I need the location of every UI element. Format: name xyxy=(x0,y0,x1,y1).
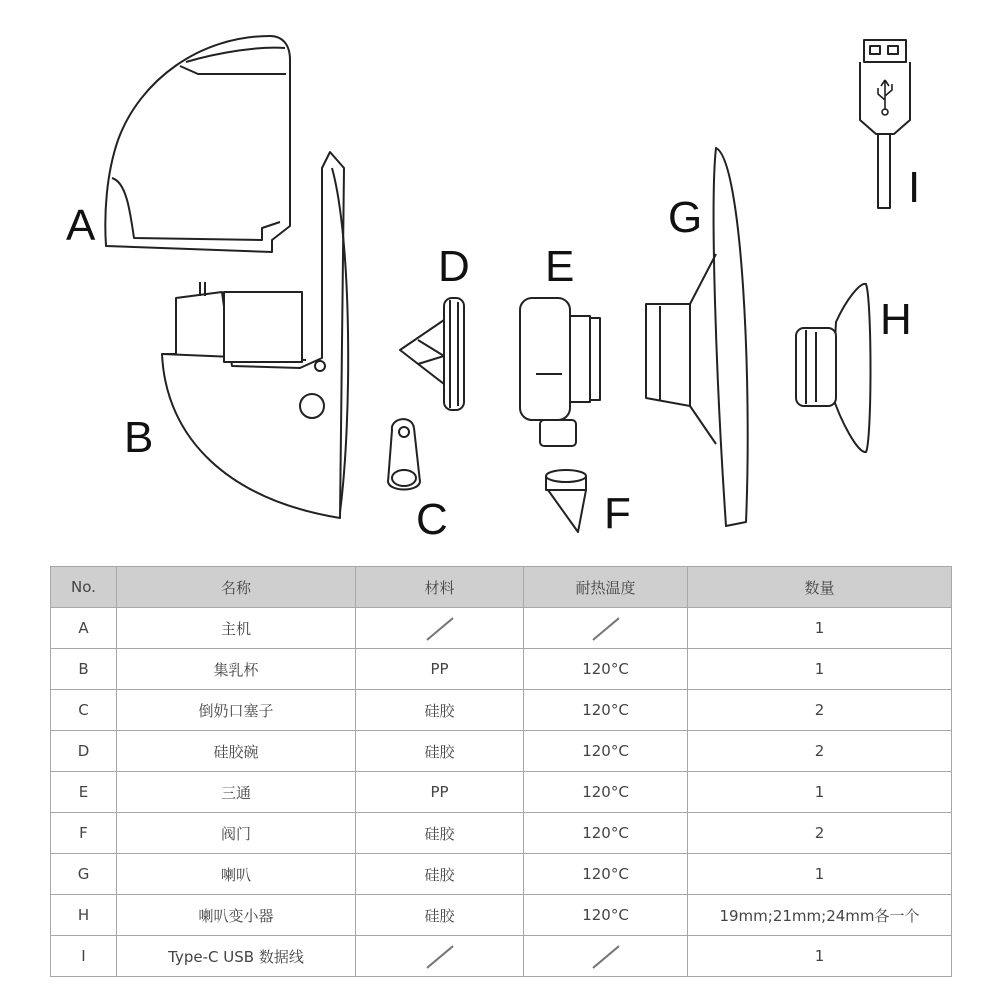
part-f-valve xyxy=(546,470,586,532)
cell-qty: 1 xyxy=(688,649,952,690)
not-applicable-mark xyxy=(592,945,619,968)
cell-no: F xyxy=(51,813,117,854)
cell-qty: 1 xyxy=(688,608,952,649)
header-name: 名称 xyxy=(117,567,356,608)
table-row xyxy=(51,649,952,690)
part-e-tee-connector xyxy=(520,298,600,446)
cell-material: 硅胶 xyxy=(356,690,524,731)
cell-name: 喇叭变小器 xyxy=(117,895,356,936)
cell-no: C xyxy=(51,690,117,731)
cell-temp: 120°C xyxy=(524,772,688,813)
cell-temp: 120°C xyxy=(524,690,688,731)
cell-temp: 120°C xyxy=(524,649,688,690)
part-c-plug xyxy=(388,419,420,489)
cell-material: 硅胶 xyxy=(356,813,524,854)
header-material: 材料 xyxy=(356,567,524,608)
header-qty: 数量 xyxy=(688,567,952,608)
cell-qty: 2 xyxy=(688,690,952,731)
table-row xyxy=(51,813,952,854)
cell-qty: 2 xyxy=(688,731,952,772)
cell-qty: 1 xyxy=(688,936,952,977)
cell-temp: 120°C xyxy=(524,731,688,772)
cell-material: 硅胶 xyxy=(356,731,524,772)
cell-no: B xyxy=(51,649,117,690)
cell-material: 硅胶 xyxy=(356,895,524,936)
cell-material: PP xyxy=(356,772,524,813)
label-i: I xyxy=(908,163,921,212)
table-row xyxy=(51,772,952,813)
cell-qty: 19mm;21mm;24mm各一个 xyxy=(688,895,952,936)
label-g: G xyxy=(668,193,703,242)
cell-no: I xyxy=(51,936,117,977)
label-c: C xyxy=(416,495,448,544)
cell-qty: 1 xyxy=(688,854,952,895)
part-a-main-unit xyxy=(105,36,290,252)
cell-temp xyxy=(524,936,688,977)
label-a: A xyxy=(66,201,96,250)
table-row xyxy=(51,731,952,772)
cell-material: 硅胶 xyxy=(356,854,524,895)
cell-temp: 120°C xyxy=(524,854,688,895)
cell-no: E xyxy=(51,772,117,813)
header-no: No. xyxy=(51,567,117,608)
cell-name: 喇叭 xyxy=(117,854,356,895)
cell-temp: 120°C xyxy=(524,895,688,936)
cell-qty: 2 xyxy=(688,813,952,854)
cell-name: 主机 xyxy=(117,608,356,649)
label-e: E xyxy=(545,242,575,291)
cell-temp xyxy=(524,608,688,649)
cell-no: H xyxy=(51,895,117,936)
parts-spec-table xyxy=(50,566,952,977)
label-h: H xyxy=(880,295,912,344)
table-row xyxy=(51,895,952,936)
cell-material xyxy=(356,936,524,977)
cell-name: 硅胶碗 xyxy=(117,731,356,772)
cell-material: PP xyxy=(356,649,524,690)
table-body xyxy=(51,608,952,977)
cell-no: G xyxy=(51,854,117,895)
cell-no: D xyxy=(51,731,117,772)
table-row xyxy=(51,608,952,649)
not-applicable-mark xyxy=(426,617,453,640)
cell-temp: 120°C xyxy=(524,813,688,854)
part-i-usb-cable xyxy=(860,40,910,208)
cell-no: A xyxy=(51,608,117,649)
cell-qty: 1 xyxy=(688,772,952,813)
table-header-row xyxy=(51,567,952,608)
cell-material xyxy=(356,608,524,649)
header-temp: 耐热温度 xyxy=(524,567,688,608)
label-f: F xyxy=(604,489,631,538)
usb-icon xyxy=(878,80,892,115)
not-applicable-mark xyxy=(426,945,453,968)
part-d-silicone-bowl xyxy=(400,298,464,410)
cell-name: 阀门 xyxy=(117,813,356,854)
table-row xyxy=(51,690,952,731)
table-row xyxy=(51,854,952,895)
not-applicable-mark xyxy=(592,617,619,640)
cell-name: 倒奶口塞子 xyxy=(117,690,356,731)
part-h-reducer xyxy=(796,284,871,452)
label-d: D xyxy=(438,242,470,291)
cell-name: 集乳杯 xyxy=(117,649,356,690)
label-b: B xyxy=(124,413,154,462)
cell-name: Type-C USB 数据线 xyxy=(117,936,356,977)
cell-name: 三通 xyxy=(117,772,356,813)
table-row xyxy=(51,936,952,977)
